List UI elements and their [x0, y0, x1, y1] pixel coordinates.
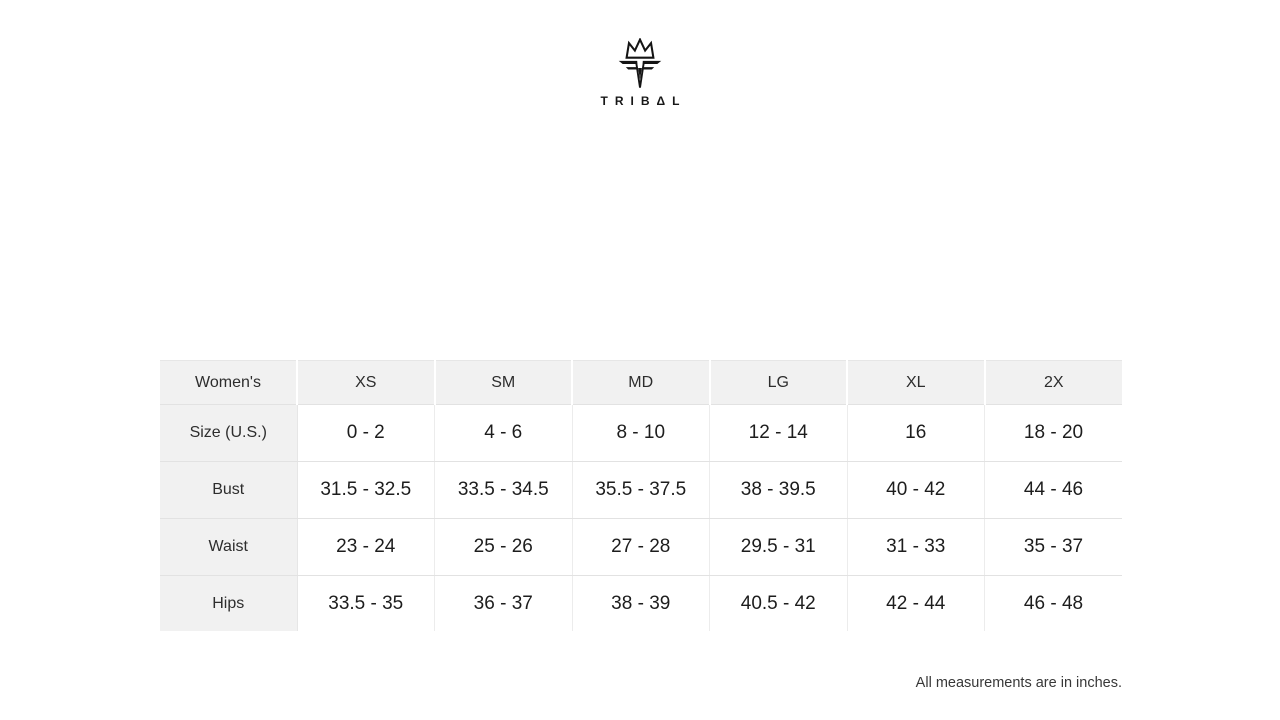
measurement-cell: 33.5 - 35 — [297, 576, 435, 632]
table-row — [160, 576, 1122, 632]
column-header-size: LG — [710, 361, 848, 405]
size-chart-header-row — [160, 361, 1122, 405]
measurement-cell: 33.5 - 34.5 — [435, 462, 573, 519]
measurement-unit-note: All measurements are in inches. — [915, 675, 1122, 691]
table-row — [160, 462, 1122, 519]
column-header-size: XL — [847, 361, 985, 405]
size-chart-body — [160, 405, 1122, 632]
column-header-size: MD — [572, 361, 710, 405]
row-label: Hips — [160, 576, 297, 632]
measurement-cell: 18 - 20 — [985, 405, 1123, 462]
measurement-cell: 12 - 14 — [710, 405, 848, 462]
row-label: Waist — [160, 519, 297, 576]
crown-t-monogram-icon — [615, 38, 665, 90]
measurement-cell: 36 - 37 — [435, 576, 573, 632]
row-label: Bust — [160, 462, 297, 519]
size-chart-table — [160, 360, 1122, 631]
measurement-cell: 40 - 42 — [847, 462, 985, 519]
measurement-cell: 38 - 39.5 — [710, 462, 848, 519]
measurement-cell: 35 - 37 — [985, 519, 1123, 576]
size-chart-section — [160, 360, 1122, 631]
measurement-cell: 4 - 6 — [435, 405, 573, 462]
measurement-cell: 35.5 - 37.5 — [572, 462, 710, 519]
column-header-size: XS — [297, 361, 435, 405]
measurement-cell: 31.5 - 32.5 — [297, 462, 435, 519]
measurement-cell: 29.5 - 31 — [710, 519, 848, 576]
column-header-size: SM — [435, 361, 573, 405]
column-header-group: Women's — [160, 361, 297, 405]
measurement-cell: 40.5 - 42 — [710, 576, 848, 632]
measurement-cell: 42 - 44 — [847, 576, 985, 632]
measurement-cell: 16 — [847, 405, 985, 462]
measurement-cell: 8 - 10 — [572, 405, 710, 462]
measurement-cell: 23 - 24 — [297, 519, 435, 576]
measurement-cell: 27 - 28 — [572, 519, 710, 576]
row-label: Size (U.S.) — [160, 405, 297, 462]
brand-wordmark: TRIBΔL — [600, 94, 687, 108]
measurement-cell: 46 - 48 — [985, 576, 1123, 632]
table-row — [160, 519, 1122, 576]
measurement-cell: 0 - 2 — [297, 405, 435, 462]
brand-header — [0, 38, 1280, 108]
measurement-cell: 25 - 26 — [435, 519, 573, 576]
measurement-cell: 44 - 46 — [985, 462, 1123, 519]
measurement-cell: 38 - 39 — [572, 576, 710, 632]
column-header-size: 2X — [985, 361, 1123, 405]
measurement-cell: 31 - 33 — [847, 519, 985, 576]
table-row — [160, 405, 1122, 462]
